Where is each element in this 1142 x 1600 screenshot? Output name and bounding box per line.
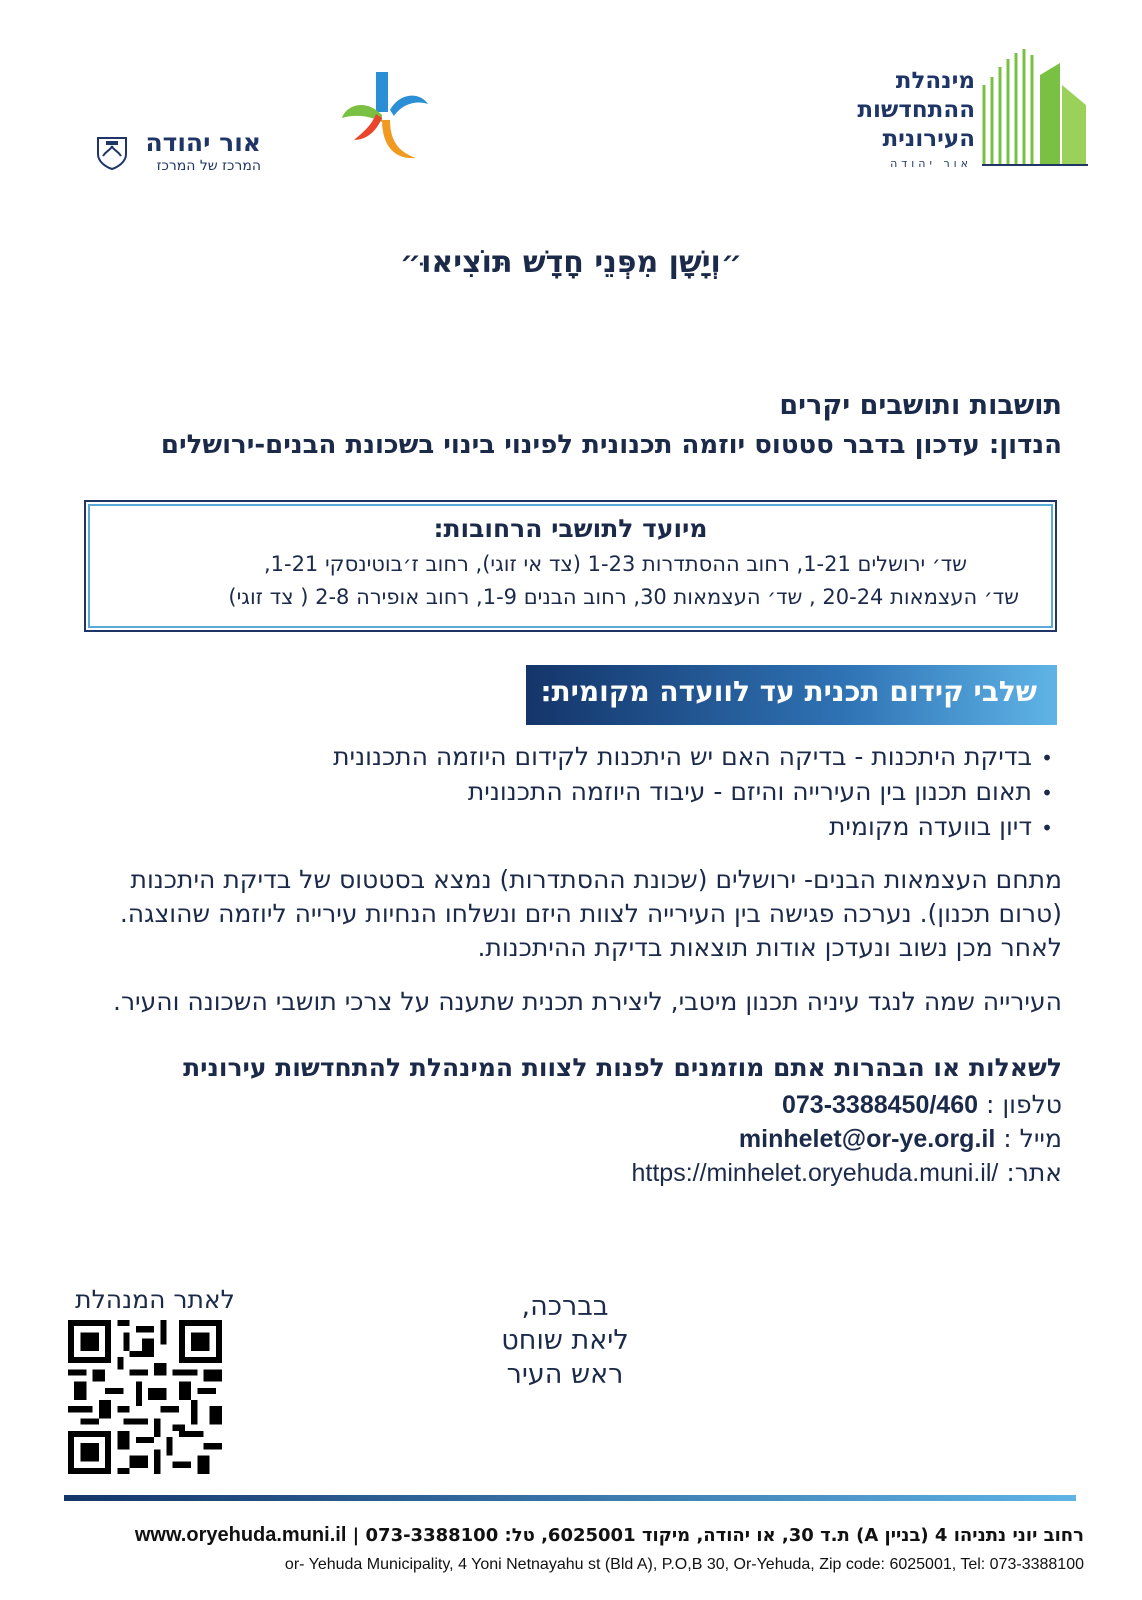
city-logo-name: אור יהודה [145, 128, 261, 157]
stage-item: • בדיקת היתכנות - בדיקה האם יש היתכנות לקידום היוזמה התכנונית [333, 740, 1062, 775]
authority-logo-line: העירונית [882, 126, 975, 152]
footer-english-address: or- Yehuda Municipality, 4 Yoni Netnayahu st (Bld A), P.O,B 30, Or-Yehuda, Zip code: 6025001, Tel: 073-3388100 [284, 1556, 1084, 1573]
authority-logo-text [857, 67, 975, 154]
qr-caption: לאתר המנהלת [75, 1285, 235, 1314]
signoff-closing: בברכה, [521, 1291, 609, 1322]
subject-line: הנדון: עדכון בדבר סטטוס יוזמה תכנונית לפינוי בינוי בשכונת הבנים-ירושלים [160, 430, 1062, 460]
email-link[interactable]: minhelet@or-ye.org.il [738, 1125, 996, 1153]
contact-heading: לשאלות או הבהרות אתם מוזמנים לפנות לצוות המינהלת להתחדשות עירונית [183, 1053, 1062, 1082]
stage-item: • תאום תכנון בין העירייה והיזם - עיבוד היוזמה התכנונית [333, 775, 1062, 810]
phone-number[interactable]: 073-3388450/460 [781, 1091, 979, 1119]
city-logo [96, 70, 346, 180]
target-box-line: שד׳ ירושלים 1-21, רחוב ההסתדרות 1-23 (צד אי זוגי), רחוב ז׳בוטינסקי 1-21, [263, 552, 967, 576]
status-paragraph: מתחם העצמאות הבנים- ירושלים (שכונת ההסתדרות) נמצא בסטטוס של בדיקת היתכנות (טרום תכנון). נערכה פגישה בין העירייה לצוות היזם ונשלחו הנחיות עירייה ליוזמה שהוצגה. לאחר מכן נשוב ונעדכן אודות תוצאות בדיקת ההיתכנות. [119, 865, 1062, 962]
signoff-name: ליאת שוחט [501, 1325, 629, 1356]
buildings-icon [978, 45, 1090, 170]
signoff [440, 1290, 690, 1392]
footer-website-link[interactable]: www.oryehuda.muni.il [134, 1524, 347, 1546]
stages-list [333, 740, 1062, 845]
web-label: אתר: [1006, 1158, 1062, 1187]
municipal-seal-icon [96, 134, 128, 170]
renewal-authority-logo [857, 45, 1090, 180]
footer-divider [64, 1495, 1076, 1501]
stage-item: • דיון בוועדה מקומית [333, 810, 1062, 845]
city-emblem-icon [336, 70, 431, 165]
phone-label: טלפון : [985, 1090, 1062, 1119]
contact-mail-row [739, 1122, 1062, 1156]
stages-title: שלבי קידום תכנית עד לוועדה מקומית: [540, 675, 1037, 708]
signoff-title: ראש העיר [506, 1359, 624, 1390]
contact-phone-row [782, 1088, 1062, 1122]
stages-banner [526, 665, 1057, 725]
footer-hebrew-address: רחוב יוני נתניהו 4 (בניין A) ת.ד 30, או יהודה, מיקוד 6025001, טל: 073-3388100 | [352, 1525, 1084, 1546]
target-streets-box [84, 500, 1057, 632]
greeting: תושבות ותושבים יקרים [779, 390, 1062, 421]
authority-logo-line: ההתחדשות [857, 97, 975, 123]
website-link[interactable]: https://minhelet.oryehuda.muni.il/ [631, 1159, 999, 1187]
biblical-verse: ״וְיָשָׁן מִפְּנֵי חָדָשׁ תּוֹצִיאוּ״ [399, 245, 743, 280]
city-logo-slogan: המרכז של המרכז [156, 158, 261, 174]
footer-hebrew [135, 1524, 1084, 1547]
target-box-line: שד׳ העצמאות 20-24 , שד׳ העצמאות 30, רחוב הבנים 1-9, רחוב אופירה 2-8 ( צד זוגי) [228, 585, 1019, 609]
target-box-title: מיועד לתושבי הרחובות: [433, 514, 708, 543]
qr-code-icon[interactable] [68, 1320, 222, 1474]
mail-label: מייל : [1003, 1124, 1062, 1153]
commitment-paragraph: העירייה שמה לנגד עיניה תכנון מיטבי, ליצירת תכנית שתענה על צרכי תושבי השכונה והעיר. [113, 987, 1062, 1016]
authority-logo-sub: אור יהודה [890, 157, 972, 170]
authority-logo-line: מינהלת [895, 68, 975, 94]
contact-web-row [632, 1156, 1063, 1190]
